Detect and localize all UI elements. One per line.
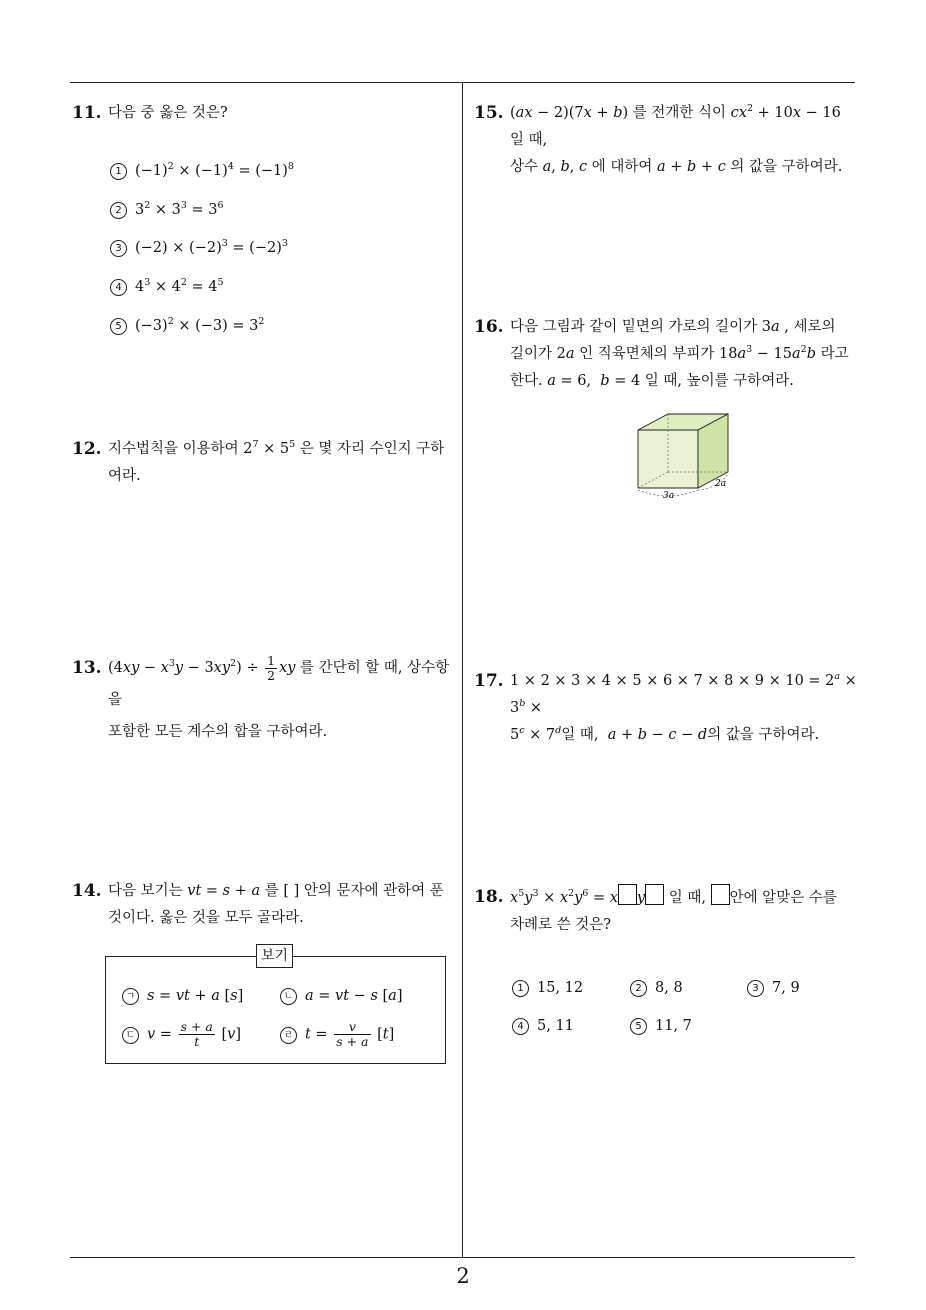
- stem-line-2: 포함한 모든 계수의 합을 구하여라.: [108, 724, 328, 740]
- option-text: $4^3 \times 4^2 = 4^5$: [135, 277, 224, 295]
- question-number: 13.: [72, 658, 102, 678]
- option-text: 15, 12: [537, 980, 584, 996]
- fraction-denominator: t: [194, 1034, 200, 1049]
- bogi-item-2[interactable]: [280, 988, 403, 1005]
- option-mark: 4: [110, 279, 127, 296]
- question-number: 18.: [474, 887, 504, 907]
- question-number: 12.: [72, 439, 102, 459]
- option-mark: 4: [512, 1018, 529, 1035]
- q18-option-4[interactable]: [512, 1018, 574, 1035]
- q18-option-3[interactable]: [747, 980, 800, 997]
- fraction-denominator: s + a: [336, 1034, 369, 1049]
- q11-option-1[interactable]: [110, 163, 294, 180]
- item-mark: ㄴ: [280, 988, 297, 1005]
- item-tail: [v]: [216, 1026, 242, 1043]
- item-mark: ㄷ: [122, 1027, 139, 1044]
- item-mark: ㄹ: [280, 1027, 297, 1044]
- option-text: $(-1)^2 \times (-1)^4 = (-1)^8$: [135, 161, 294, 179]
- item-lhs: t =: [305, 1026, 333, 1043]
- question-13: [72, 652, 457, 748]
- item-fraction: [179, 1020, 215, 1049]
- fraction-numerator: 1: [267, 652, 276, 668]
- fraction-half: [265, 654, 277, 683]
- question-stem: $x^5y^3 \times x^2y^6 = x$ y 일 때, 안에 알맞은 수를 차례로 쓴 것은?: [510, 884, 866, 939]
- bogi-item-4[interactable]: [280, 1020, 394, 1049]
- question-15: [474, 100, 859, 181]
- option-mark: 1: [512, 980, 529, 997]
- item-mark: ㄱ: [122, 988, 139, 1005]
- option-mark: 5: [630, 1018, 647, 1035]
- question-number: 11.: [72, 103, 102, 123]
- bogi-title: 보기: [256, 944, 293, 968]
- option-text: 11, 7: [655, 1018, 692, 1034]
- question-14: [72, 878, 457, 932]
- bottom-rule: [70, 1257, 855, 1258]
- option-mark: 3: [747, 980, 764, 997]
- question-stem: 지수법칙을 이용하여 $2^7 \times 5^5$ 은 몇 자리 수인지 구하 여라.: [108, 439, 445, 484]
- question-17: [474, 668, 866, 749]
- question-stem: $1 \times 2 \times 3 \times 4 \times 5 \times 6 \times 7 \times 8 \times 9 \times 10 = 2^a \times 3^b$ × $5^c \times 7^d$일 때, a + b − c − d의 값을 구하여라.: [510, 671, 857, 743]
- expression-left: $(4xy - x^3y - 3xy^2)$ ÷: [108, 658, 264, 676]
- fraction-numerator: v: [334, 1020, 370, 1035]
- cuboid-figure: [628, 410, 763, 505]
- option-mark: 1: [110, 163, 127, 180]
- option-text: $(-3)^2 \times (-3) = 3^2$: [135, 316, 265, 334]
- q18-option-2[interactable]: [630, 980, 683, 997]
- page-number: 2: [456, 1264, 470, 1288]
- item-text: s = vt + a [s]: [147, 988, 244, 1004]
- expression-right: xy 를 간단히 할 때, 상수항을: [108, 660, 450, 708]
- option-text: $(-2) \times (-2)^3 = (-2)^3$: [135, 238, 288, 256]
- question-stem: 다음 그림과 같이 밑면의 가로의 길이가 3a , 세로의 길이가 2a 인 직육면체의 부피가 $18a^3 - 15a^2b$ 라고 한다. a = 6, b = 4 일 때, 높이를 구하여라.: [510, 319, 849, 389]
- q11-option-3[interactable]: [110, 240, 288, 257]
- question-number: 15.: [474, 103, 504, 123]
- option-text: $3^2 \times 3^3 = 3^6$: [135, 200, 224, 218]
- question-stem: 다음 중 옳은 것은?: [108, 105, 228, 121]
- item-lhs: v =: [147, 1026, 177, 1043]
- item-text: a = vt − s [a]: [305, 988, 403, 1004]
- column-divider: [462, 82, 463, 1257]
- question-12: [72, 436, 457, 490]
- option-text: 5, 11: [537, 1018, 574, 1034]
- question-16: [474, 314, 864, 395]
- item-tail: [t]: [372, 1026, 395, 1043]
- question-11: [72, 100, 457, 127]
- question-stem: 다음 보기는 vt = s + a 를 [ ] 안의 문자에 관하여 푼 것이다. 옳은 것을 모두 골라라.: [108, 883, 444, 926]
- q11-option-2[interactable]: [110, 202, 224, 219]
- option-text: 8, 8: [655, 980, 683, 996]
- question-number: 14.: [72, 881, 102, 901]
- item-fraction: [334, 1020, 370, 1049]
- question-stem: [108, 652, 457, 748]
- width-label: 3a: [663, 491, 675, 501]
- q11-option-5[interactable]: [110, 318, 264, 335]
- option-text: 7, 9: [772, 980, 800, 996]
- question-18: [474, 884, 866, 939]
- question-number: 17.: [474, 671, 504, 691]
- fraction-numerator: s + a: [180, 1019, 213, 1034]
- question-stem: (ax − 2)(7x + b) 를 전개한 식이 $cx^2 + 10x - 16$ 일 때, 상수 a, b, c 에 대하여 a + b + c 의 값을 구하여라.: [510, 103, 843, 175]
- bogi-item-1[interactable]: [122, 988, 243, 1005]
- q18-option-5[interactable]: [630, 1018, 692, 1035]
- q11-option-4[interactable]: [110, 279, 224, 296]
- bogi-item-3[interactable]: [122, 1020, 241, 1049]
- fraction-denominator: 2: [267, 667, 276, 683]
- q18-option-1[interactable]: [512, 980, 583, 997]
- option-mark: 2: [110, 202, 127, 219]
- question-number: 16.: [474, 317, 504, 337]
- option-mark: 3: [110, 240, 127, 257]
- option-mark: 5: [110, 318, 127, 335]
- depth-label: 2a: [715, 479, 727, 489]
- option-mark: 2: [630, 980, 647, 997]
